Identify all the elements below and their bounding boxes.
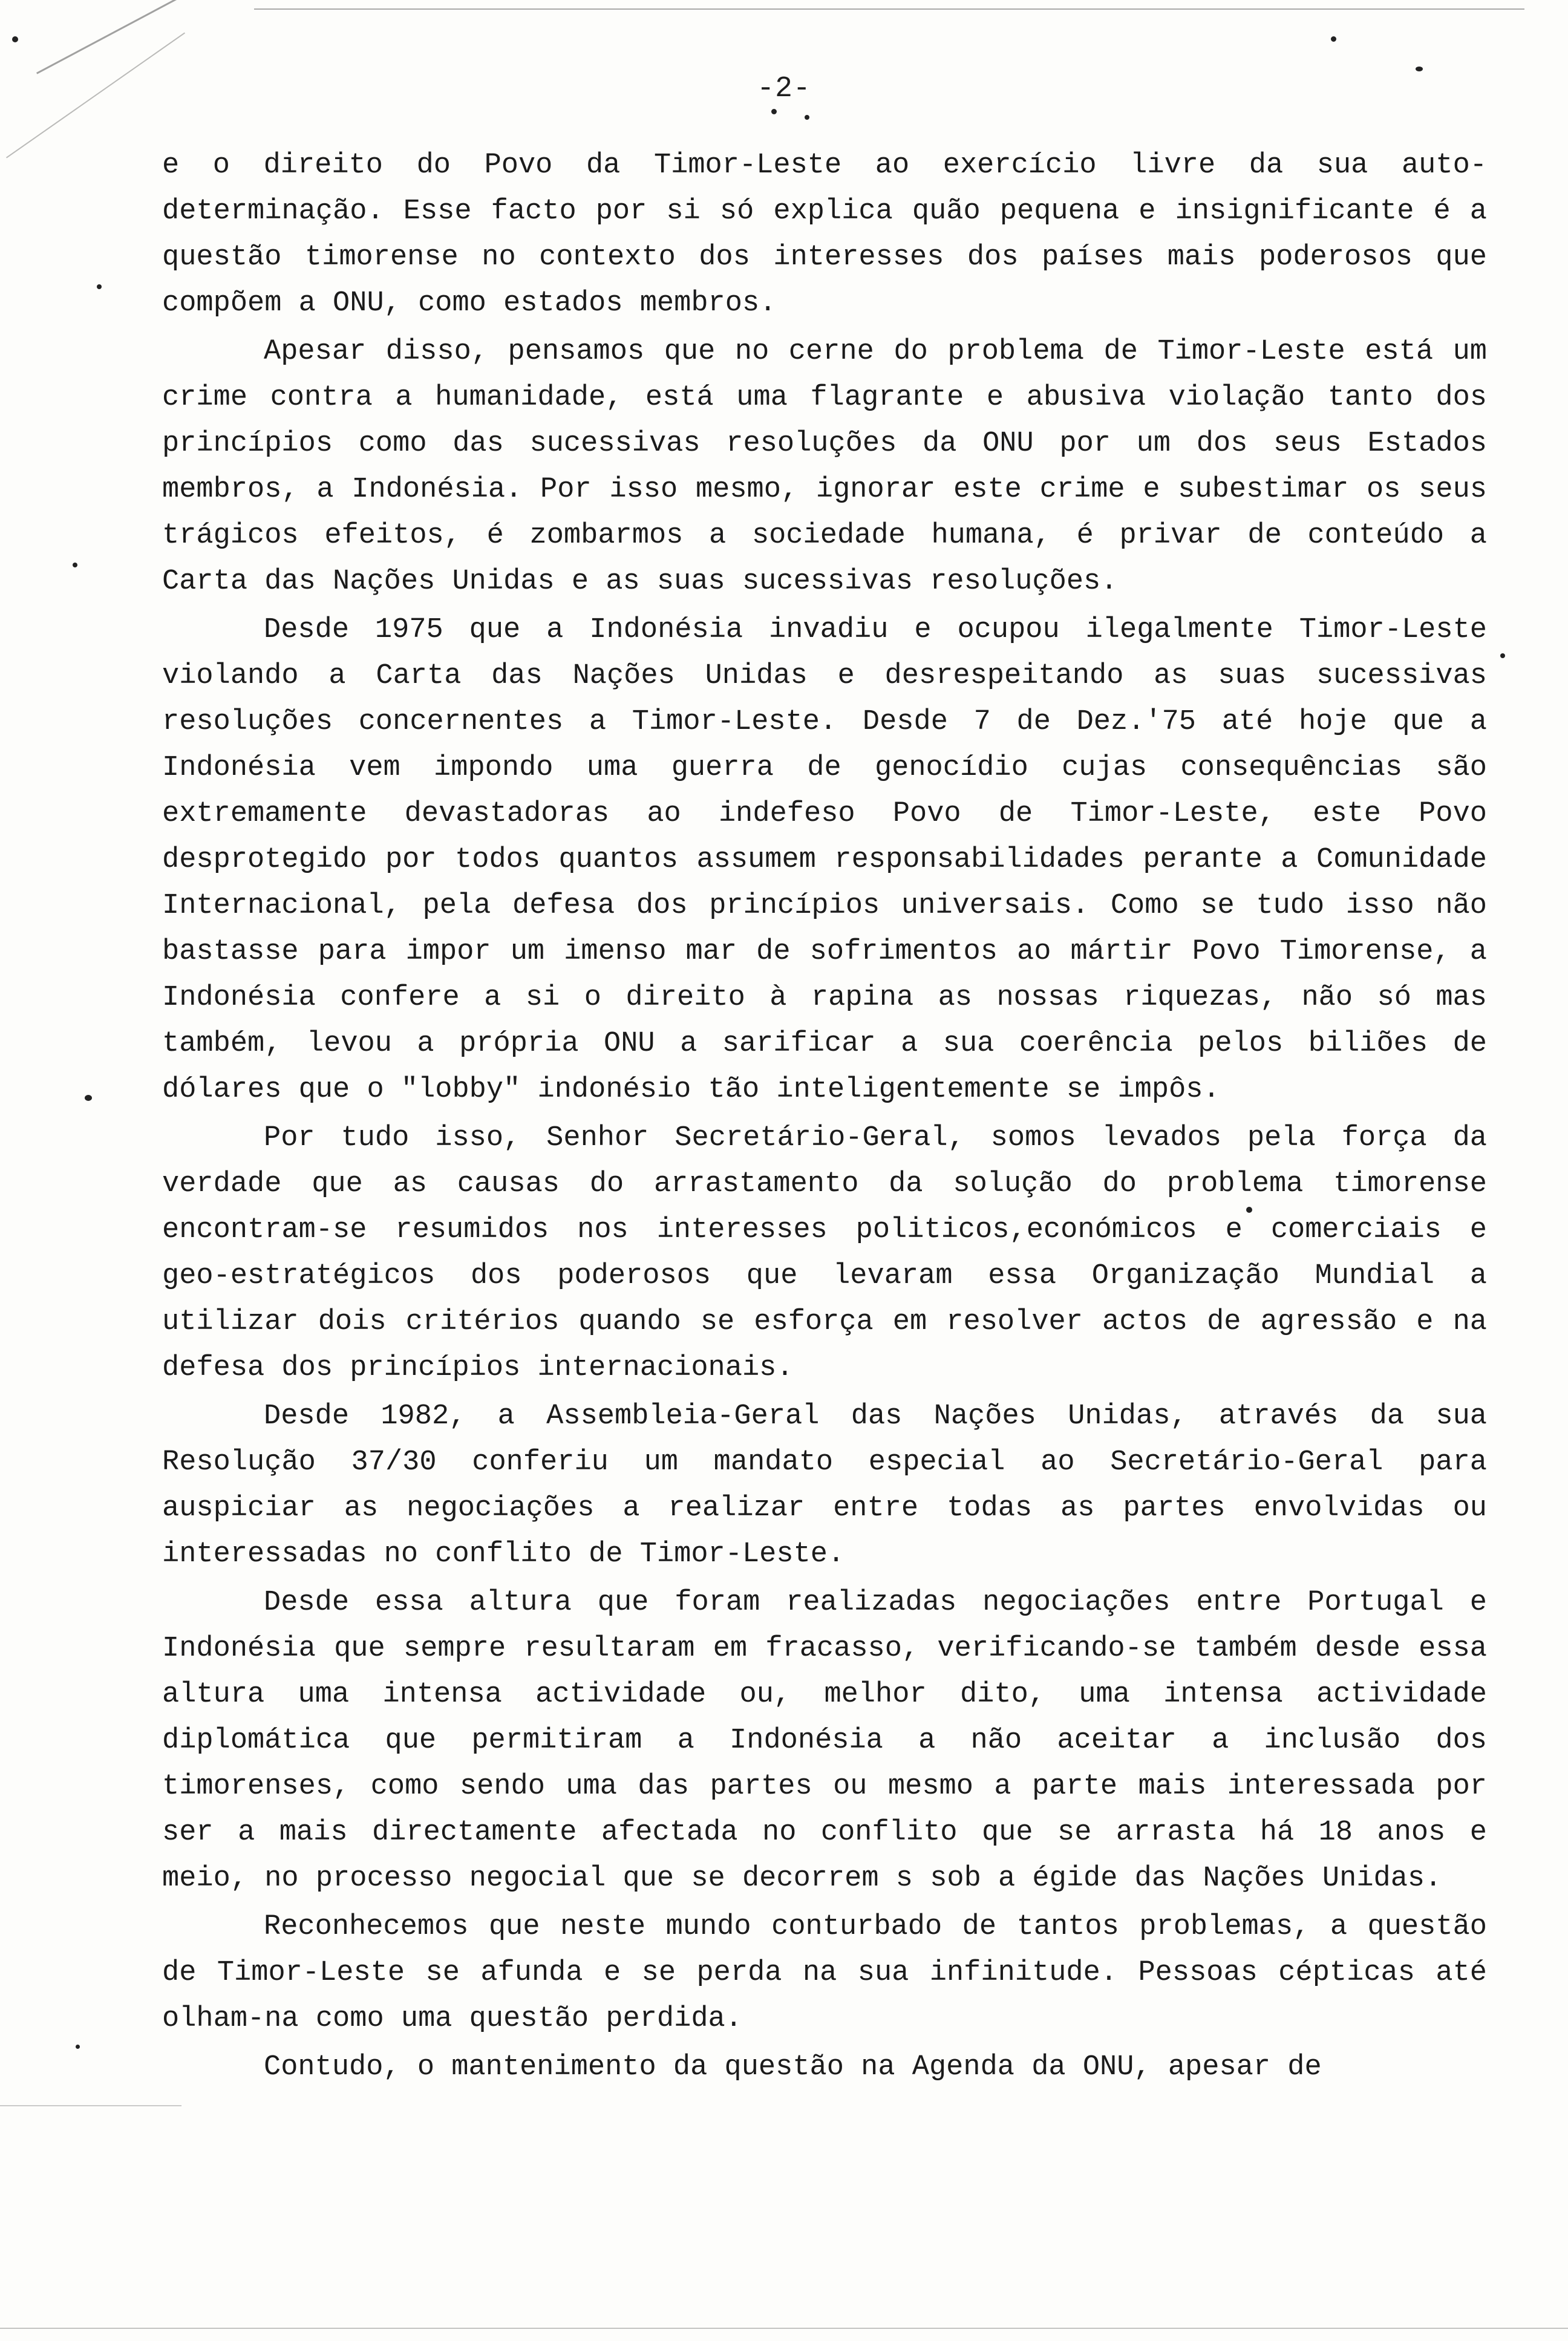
- speck: [1416, 67, 1423, 71]
- speck: [76, 2045, 80, 2049]
- speck: [1500, 653, 1505, 658]
- paragraph-7: Reconhecemos que neste mundo conturbado de tantos problemas, a questão de Timor-Leste se afunda e se perda na sua infinitude. Pessoas cépticas até olham-na como uma questão perdida.: [162, 1911, 1487, 2035]
- speck: [73, 563, 77, 567]
- speck: [805, 115, 809, 120]
- speck: [771, 109, 777, 114]
- paragraph-8: Contudo, o mantenimento da questão na Agenda da ONU, apesar de: [264, 2051, 1322, 2083]
- scan-edge-bottom: [0, 2328, 1568, 2329]
- paragraph-2: Apesar disso, pensamos que no cerne do problema de Timor-Leste está um crime contra a humanidade, está uma flagrante e abusiva violação tanto dos princípios como das sucessivas resoluções da ONU por um dos seus Estados membros, a Indonésia. Por isso mesmo, ignorar este crime e subestimar os seus trágicos efeitos, é zombarmos a sociedade humana, é privar de conteúdo a Carta das Nações Unidas e as suas sucessivas resoluções.: [162, 336, 1487, 598]
- scan-edge-top: [254, 8, 1524, 10]
- speck: [12, 36, 18, 42]
- paragraph-3: Desde 1975 que a Indonésia invadiu e ocupou ilegalmente Timor-Leste violando a Carta das Nações Unidas e desrespeitando as suas sucessivas resoluções concernentes a Timor-Leste. Desde 7 de Dez.'75 até hoje que a Indonésia vem impondo uma guerra de genocídio cujas consequências são extremamente devastadoras ao indefeso Povo de Timor-Leste, este Povo desprotegido por todos quantos assumem responsabilidades perante a Comunidade Internacional, pela defesa dos princípios universais. Como se tudo isso não bastasse para impor um imenso mar de sofrimentos ao mártir Povo Timorense, a Indonésia confere a si o direito à rapina as nossas riquezas, não só mas também, levou a própria ONU a sarificar a sua coerência pelos biliões de dólares que o "lobby" indonésio tão inteligentemente se impôs.: [162, 614, 1487, 1106]
- paragraph-5: Desde 1982, a Assembleia-Geral das Nações Unidas, através da sua Resolução 37/30 conferiu um mandato especial ao Secretário-Geral para auspiciar as negociações a realizar entre todas as partes envolvidas ou interessadas no conflito de Timor-Leste.: [162, 1400, 1487, 1570]
- paragraph-4: Por tudo isso, Senhor Secretário-Geral, somos levados pela força da verdade que as causas do arrastamento da solução do problema timorense encontram-se resumidos nos interesses politicos,económicos e comerciais e geo-estratégicos dos poderosos que levaram essa Organização Mundial a utilizar dois critérios quando se esforça em resolver actos de agressão e na defesa dos princípios internacionais.: [162, 1122, 1487, 1384]
- speck: [85, 1095, 92, 1101]
- scan-stray-line: [0, 2105, 181, 2106]
- letter-body: [162, 143, 1487, 2091]
- paragraph-1: e o direito do Povo da Timor-Leste ao exercício livre da sua auto-determinação. Esse facto por si só explica quão pequena e insignificante é a questão timorense no contexto dos interesses dos países mais poderosos que compõem a ONU, como estados membros.: [162, 149, 1487, 319]
- paragraph-6: Desde essa altura que foram realizadas negociações entre Portugal e Indonésia que sempre resultaram em fracasso, verificando-se também desde essa altura uma intensa actividade ou, melhor dito, uma intensa actividade diplomática que permitiram a Indonésia a não aceitar a inclusão dos timorenses, como sendo uma das partes ou mesmo a parte mais interessada por ser a mais directamente afectada no conflito que se arrasta há 18 anos e meio, no processo negocial que se decorrem s sob a égide das Nações Unidas.: [162, 1587, 1487, 1895]
- speck: [1331, 36, 1336, 42]
- scan-diagonal-left: [36, 0, 293, 74]
- page-number: -2-: [757, 73, 811, 105]
- speck: [97, 284, 102, 289]
